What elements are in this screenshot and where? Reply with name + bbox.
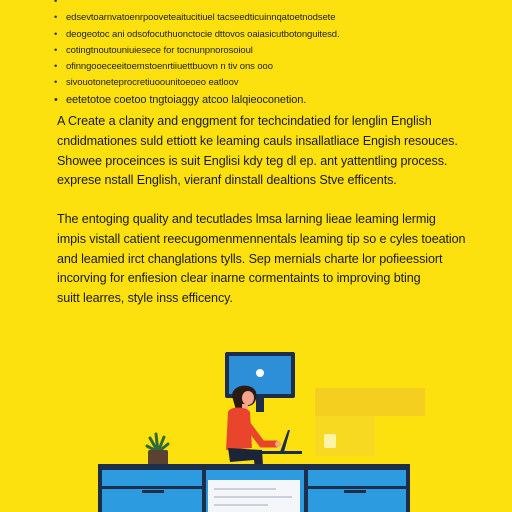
- bullet-list: [52, 0, 492, 108]
- paragraph-body: [57, 210, 467, 309]
- paragraph-line: and leamied irct changlations tylls. Sep mernials charte lor pofieessiort: [57, 251, 443, 266]
- bullet-item: • deogeotoc ani odsofocuthuonctocie dttovos oaiasicutbotonguitesd.: [52, 27, 492, 43]
- bullet-item: [52, 0, 492, 10]
- plant-icon: [147, 434, 168, 466]
- cup-icon: [324, 434, 336, 448]
- paragraph-line: suitt learres, style inss efficency.: [57, 291, 233, 306]
- paragraph-line: cndidmationes suld ettiott ke leaming cauls insallatliace Engish resouces.: [57, 133, 458, 148]
- bullet-item: • cotingtnoutouniuiesece for tocnunpnorosoioul: [52, 43, 492, 59]
- paragraph-line: impis vistall catient reecugomenmennentals leaming tip so e cyles toeation: [57, 231, 466, 246]
- paragraph-line: Showee proceinces is suit Englisi kdy teg dl ep. ant yattentling process.: [57, 153, 448, 168]
- paragraph-line: A Create a clanity and enggment for techcindatied for lenglin English: [57, 114, 432, 128]
- paragraph-line: incorving for enfiesion clear inarne cormentaints to improving bting: [57, 271, 421, 286]
- desk-illustration: [0, 340, 512, 512]
- bullet-item: • edsevtoarnvatoenrpooveteaitucitiuel tacseedticuinnqatoetnodsete: [52, 10, 492, 26]
- paragraph-line: The entoging quality and tecutlades lmsa larning lieae leaming lermig: [57, 212, 436, 226]
- bullet-item: • eetetotoe coetoo tngtoiaggy atcoo lalqieoconetion.: [52, 92, 492, 108]
- paragraph-intro: [57, 112, 467, 191]
- workspace-svg: [0, 340, 512, 512]
- bullet-item: • sivouotoneteprocretiuoounitoeoeo eatloov: [52, 75, 492, 91]
- paragraph-line: exprese nstall English, vieranf dinstall dealtions Stve efficents.: [57, 173, 397, 188]
- desk: [98, 464, 410, 512]
- bullet-item: • ofinngooeceeitoemstoenrtiiuettbuovn n tiv ons ooo: [52, 59, 492, 75]
